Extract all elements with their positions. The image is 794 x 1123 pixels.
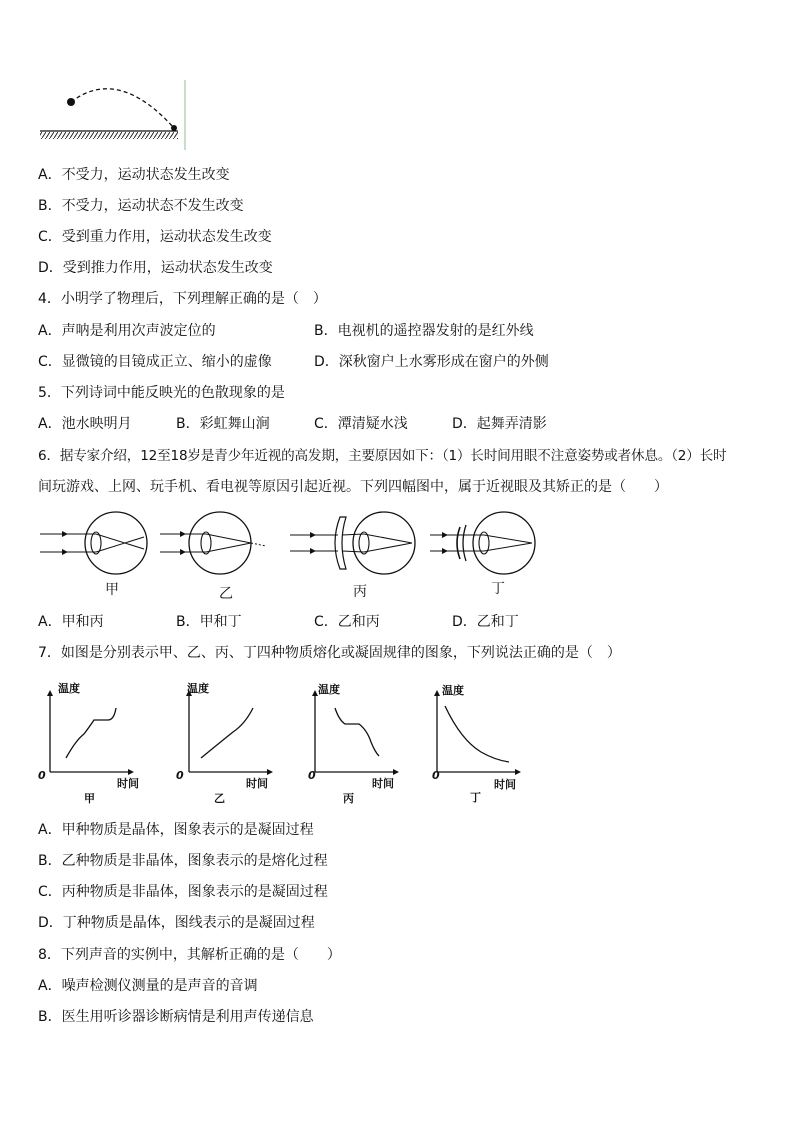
q6-option-d[interactable]: D．乙和丁 <box>452 614 519 630</box>
q5-option-a[interactable]: A．池水映明月 <box>38 416 132 432</box>
graph-jia-xlabel: 时间 <box>117 777 139 790</box>
q8-option-b[interactable]: B．医生用听诊器诊断病情是利用声传递信息 <box>38 1009 314 1025</box>
q6-option-c[interactable]: C．乙和丙 <box>314 614 380 630</box>
graph-yi-xlabel: 时间 <box>246 777 268 790</box>
eye-diagram-ding <box>428 505 543 585</box>
graph-ding-xlabel: 时间 <box>494 778 516 791</box>
graph-jia-origin: 0 <box>38 769 46 782</box>
graph-yi-origin: 0 <box>176 769 184 782</box>
q5-option-c[interactable]: C．潭清疑水浅 <box>314 416 408 432</box>
q7-option-a[interactable]: A．甲种物质是晶体，图象表示的是凝固过程 <box>38 822 314 838</box>
q7-option-d[interactable]: D．丁种物质是晶体，图线表示的是凝固过程 <box>38 915 315 931</box>
q7-stem: 7．如图是分别表示甲、乙、丙、丁四种物质熔化或凝固规律的图象，下列说法正确的是（ ） <box>38 645 621 661</box>
q4-option-d[interactable]: D．深秋窗户上水雾形成在窗户的外侧 <box>314 354 549 370</box>
q6-stem-line2: 间玩游戏、上网、玩手机、看电视等原因引起近视。下列四幅图中，属于近视眼及其矫正的是（ ） <box>38 479 668 495</box>
q8-option-a[interactable]: A．噪声检测仪测量的是声音的音调 <box>38 978 258 994</box>
graph-bing-ylabel: 温度 <box>318 683 340 696</box>
graph-bing-origin: 0 <box>308 769 316 782</box>
graph-caption-jia: 甲 <box>84 792 95 805</box>
eye-caption-bing: 丙 <box>353 584 367 600</box>
q8-stem: 8．下列声音的实例中，其解析正确的是（ ） <box>38 947 341 963</box>
q6-option-b[interactable]: B．甲和丁 <box>176 614 242 630</box>
q4-option-a[interactable]: A．声呐是利用次声波定位的 <box>38 323 216 339</box>
q5-stem: 5．下列诗词中能反映光的色散现象的是 <box>38 385 285 401</box>
eye-caption-ding: 丁 <box>491 581 505 597</box>
graph-ding <box>431 690 521 780</box>
graph-jia <box>44 690 134 780</box>
q7-option-c[interactable]: C．丙种物质是非晶体，图象表示的是凝固过程 <box>38 884 328 900</box>
graph-caption-ding: 丁 <box>470 791 481 804</box>
graph-jia-ylabel: 温度 <box>58 682 80 695</box>
q7-option-b[interactable]: B．乙种物质是非晶体，图象表示的是熔化过程 <box>38 853 328 869</box>
graph-caption-yi: 乙 <box>214 792 225 805</box>
eye-caption-jia: 甲 <box>105 582 119 598</box>
graph-ding-ylabel: 温度 <box>442 684 464 697</box>
q4-option-c[interactable]: C．显微镜的目镜成正立、缩小的虚像 <box>38 354 272 370</box>
eye-diagram-bing <box>288 505 423 585</box>
q4-option-b[interactable]: B．电视机的遥控器发射的是红外线 <box>314 323 534 339</box>
q4-stem: 4．小明学了物理后，下列理解正确的是（ ） <box>38 291 327 307</box>
q5-option-b[interactable]: B．彩虹舞山涧 <box>176 416 270 432</box>
q6-stem-line1: 6．据专家介绍，12至18岁是青少年近视的高发期，主要原因如下：（1）长时间用眼不注意姿势或者休息。（2）长时 <box>38 448 727 464</box>
q5-option-d[interactable]: D．起舞弄清影 <box>452 416 547 432</box>
eye-diagram-yi <box>158 505 278 585</box>
graph-caption-bing: 丙 <box>343 792 354 805</box>
graph-bing <box>309 690 399 780</box>
eye-diagram-jia <box>38 505 153 585</box>
q6-option-a[interactable]: A．甲和丙 <box>38 614 104 630</box>
q3-option-c[interactable]: C．受到重力作用，运动状态发生改变 <box>38 229 272 245</box>
q3-option-a[interactable]: A．不受力，运动状态发生改变 <box>38 167 230 183</box>
eye-caption-yi: 乙 <box>219 586 233 602</box>
graph-ding-origin: 0 <box>432 769 440 782</box>
graph-yi <box>183 690 273 780</box>
graph-yi-ylabel: 温度 <box>187 682 209 695</box>
q3-option-d[interactable]: D．受到推力作用，运动状态发生改变 <box>38 260 273 276</box>
q3-option-b[interactable]: B．不受力，运动状态不发生改变 <box>38 198 244 214</box>
graph-bing-xlabel: 时间 <box>372 777 394 790</box>
ball-trajectory-figure <box>38 78 188 153</box>
